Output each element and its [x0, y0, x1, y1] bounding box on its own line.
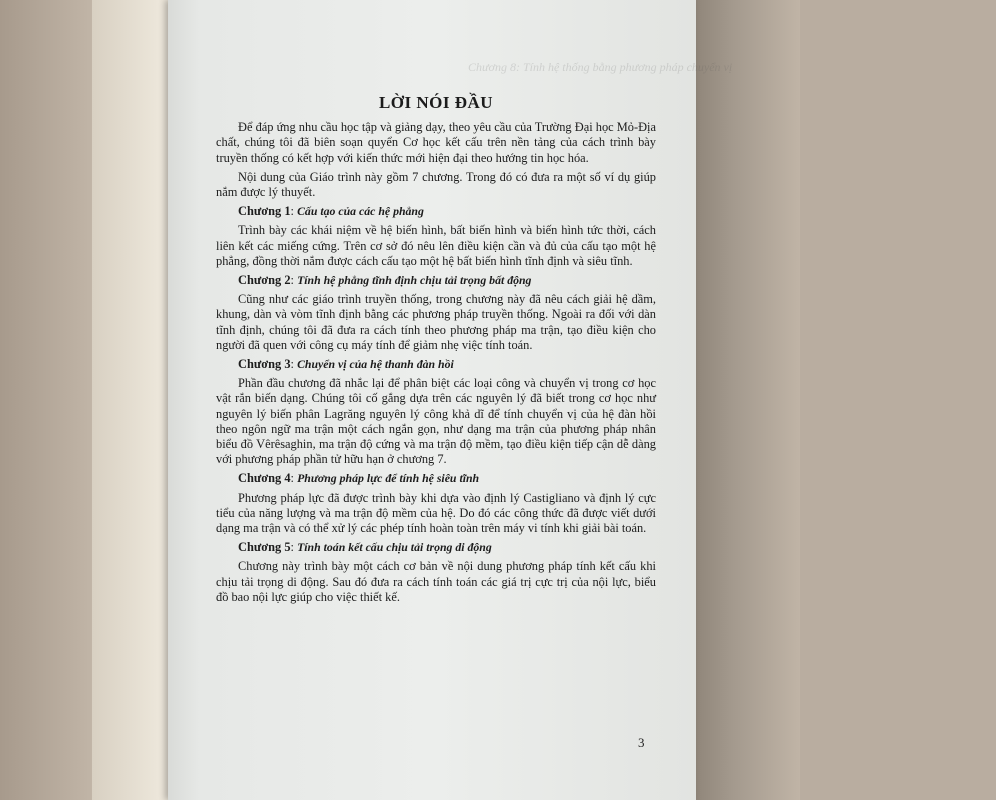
chapter-2-body: Cũng như các giáo trình truyền thống, trong chương này đã nêu cách giải hệ dầm, khung, dàn và vòm tĩnh định bằng các phương pháp truyền thống. Ngoài ra đối với dàn tĩnh định, chúng tôi đã đưa ra cách tính theo phương pháp ma trận, tạo điều kiện cho người đã quen với công cụ máy tính để giảm nhẹ việc tính toán. [216, 292, 656, 352]
chapter-5-body: Chương này trình bày một cách cơ bản về nội dung phương pháp tính kết cấu khi chịu tải trọng di động. Sau đó đưa ra cách tính toán các giá trị cực trị của nội lực, biểu đồ bao nội lực giúp cho việc thiết kế. [216, 559, 656, 604]
chapter-title: Cấu tạo của các hệ phẳng [297, 204, 424, 219]
chapter-number: Chương 1 [238, 204, 291, 219]
chapter-title: Chuyển vị của hệ thanh đàn hồi [297, 357, 454, 372]
chapter-4-heading: Chương 4: Phương pháp lực để tính hệ siêu tĩnh [238, 471, 480, 486]
page-content [216, 95, 656, 609]
chapter-5-heading: Chương 5: Tính toán kết cấu chịu tải trọng di động [238, 540, 492, 555]
chapter-2-heading: Chương 2: Tính hệ phẳng tĩnh định chịu tải trọng bất động [238, 273, 532, 288]
chapter-title: Tính toán kết cấu chịu tải trọng di động [297, 540, 492, 555]
chapter-number: Chương 3 [238, 357, 291, 372]
book-page [168, 0, 733, 800]
page-number: 3 [638, 735, 645, 750]
chapter-4-body: Phương pháp lực đã được trình bày khi dựa vào định lý Castigliano và định lý cực tiểu của năng lượng và ma trận độ mềm của hệ. Do đó các công thức đã được viết dưới dạng ma trận và có thể xử lý các phép tính hoàn toàn trên máy vi tính khi giải bài toán. [216, 490, 656, 536]
chapter-3-heading: Chương 3: Chuyển vị của hệ thanh đàn hồi [238, 357, 454, 372]
page-title: LỜI NÓI ĐẦU [378, 93, 494, 112]
chapter-1-body: Trình bày các khái niệm về hệ biến hình, bất biến hình và biến hình tức thời, cách liên kết các miếng cứng. Trên cơ sở đó nêu lên điều kiện cần và đủ của cấu tạo một hệ phẳng, đồng thời nắm được cách cấu tạo một hệ bất biến hình tĩnh định và siêu tĩnh. [216, 223, 656, 268]
chapter-3-body: Phần đầu chương đã nhắc lại để phân biệt các loại công và chuyển vị trong cơ học vật rắn biến dạng. Chúng tôi cố gắng dựa trên các nguyên lý đã biết trong cơ học như nguyên lý biến phân Lagrăng nguyên lý công khả dĩ để tính chuyển vị của hệ đàn hồi theo ngôn ngữ ma trận một cách ngắn gọn, như dạng ma trận của phương pháp nhân biểu đồ Vêrêsaghin, ma trận độ cứng và ma trận độ mềm, tạo điều kiện tiếp cận dễ dàng với phương pháp phần tử hữu hạn ở chương 7. [216, 376, 656, 467]
chapter-number: Chương 4 [238, 471, 291, 486]
chapter-title: Tính hệ phẳng tĩnh định chịu tải trọng bất động [297, 273, 532, 288]
chapter-number: Chương 5 [238, 540, 291, 555]
chapter-number: Chương 2 [238, 273, 291, 288]
chapter-1-heading: Chương 1: Cấu tạo của các hệ phẳng [238, 204, 424, 219]
intro-paragraph-1: Để đáp ứng nhu cầu học tập và giảng dạy, theo yêu cầu của Trường Đại học Mỏ-Địa chất, chúng tôi đã biên soạn quyển Cơ học kết cấu trên nền tảng của cách trình bày truyền thống có kết hợp với kiến thức mới hiện đại theo hướng tin học hóa. [216, 120, 656, 165]
chapter-title: Phương pháp lực để tính hệ siêu tĩnh [297, 471, 480, 486]
right-page-stack [690, 0, 800, 800]
show-through-header: Chương 8: Tính hệ thống bằng phương pháp chuyển vị [468, 60, 733, 74]
intro-paragraph-2: Nội dung của Giáo trình này gồm 7 chương. Trong đó có đưa ra một số ví dụ giúp nắm được lý thuyết. [216, 169, 656, 200]
